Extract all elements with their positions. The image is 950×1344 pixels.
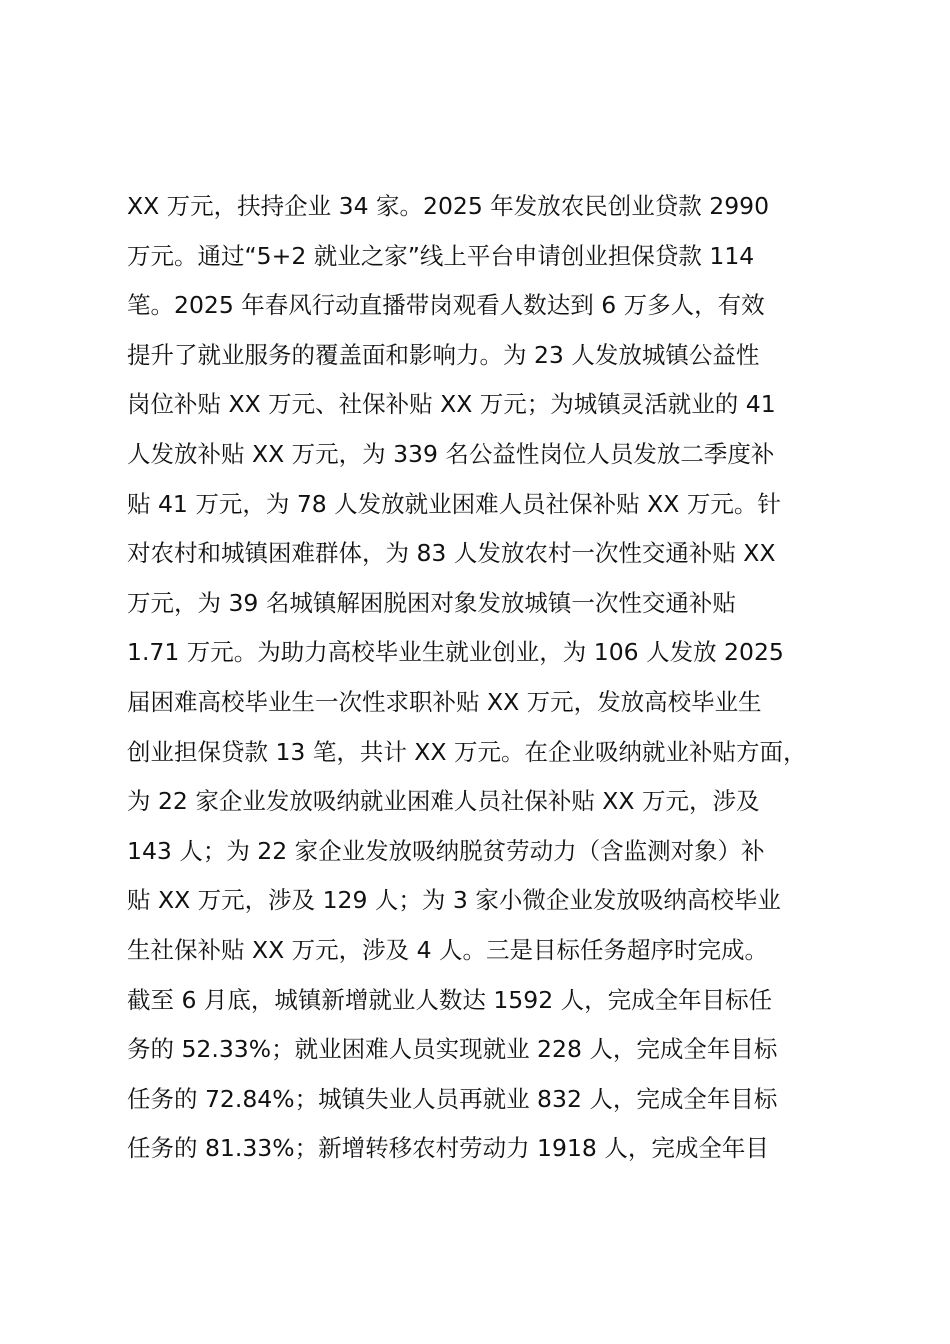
text-line: 1.71 万元。为助力高校毕业生就业创业，为 106 人发放 2025 bbox=[127, 638, 784, 667]
text-line: 万元。通过“5+2 就业之家”线上平台申请创业担保贷款 114 bbox=[127, 241, 755, 270]
text-line: 贴 41 万元，为 78 人发放就业困难人员社保补贴 XX 万元。针 bbox=[127, 489, 781, 518]
text-line: 创业担保贷款 13 笔，共计 XX 万元。在企业吸纳就业补贴方面， bbox=[127, 737, 807, 766]
text-line: 截至 6 月底，城镇新增就业人数达 1592 人，完成全年目标任 bbox=[127, 985, 773, 1014]
text-line: 笔。2025 年春风行动直播带岗观看人数达到 6 万多人，有效 bbox=[127, 291, 765, 320]
text-line: 万元，为 39 名城镇解困脱困对象发放城镇一次性交通补贴 bbox=[127, 588, 736, 617]
text-line: 对农村和城镇困难群体，为 83 人发放农村一次性交通补贴 XX bbox=[127, 539, 776, 568]
text-line: 任务的 81.33%；新增转移农村劳动力 1918 人，完成全年目 bbox=[127, 1134, 769, 1163]
text-line: 143 人；为 22 家企业发放吸纳脱贫劳动力（含监测对象）补 bbox=[127, 836, 765, 865]
text-line: 任务的 72.84%；城镇失业人员再就业 832 人，完成全年目标 bbox=[127, 1084, 778, 1113]
text-line: 人发放补贴 XX 万元，为 339 名公益性岗位人员发放二季度补 bbox=[127, 439, 775, 468]
body-paragraph bbox=[127, 182, 852, 1174]
text-line: 贴 XX 万元，涉及 129 人；为 3 家小微企业发放吸纳高校毕业 bbox=[127, 886, 781, 915]
text-line: 届困难高校毕业生一次性求职补贴 XX 万元，发放高校毕业生 bbox=[127, 687, 762, 716]
text-line: 为 22 家企业发放吸纳就业困难人员社保补贴 XX 万元，涉及 bbox=[127, 787, 760, 816]
text-line: 务的 52.33%；就业困难人员实现就业 228 人，完成全年目标 bbox=[127, 1035, 778, 1064]
text-line: 岗位补贴 XX 万元、社保补贴 XX 万元；为城镇灵活就业的 41 bbox=[127, 390, 776, 419]
text-line: XX 万元，扶持企业 34 家。2025 年发放农民创业贷款 2990 bbox=[127, 192, 770, 220]
text-line: 生社保补贴 XX 万元，涉及 4 人。三是目标任务超序时完成。 bbox=[127, 935, 769, 964]
text-line: 提升了就业服务的覆盖面和影响力。为 23 人发放城镇公益性 bbox=[127, 340, 760, 369]
